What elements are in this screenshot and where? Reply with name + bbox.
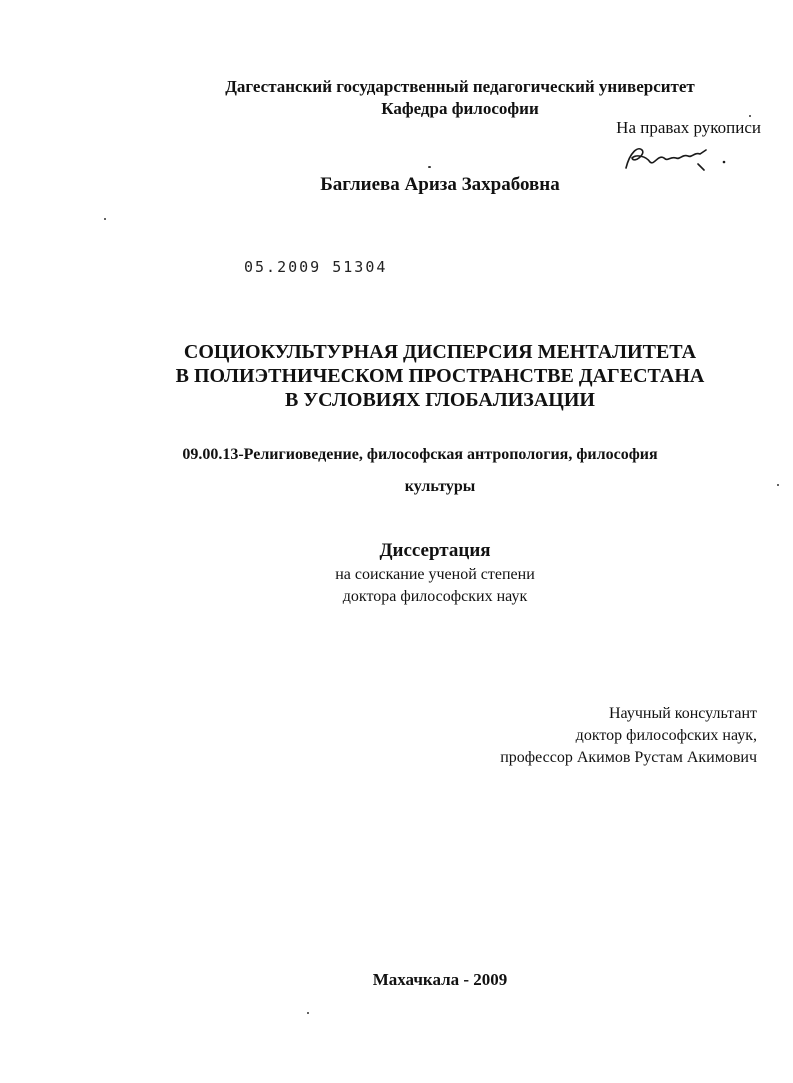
- scan-speck: [428, 166, 431, 168]
- consultant-name: профессор Акимов Рустам Акимович: [500, 749, 757, 766]
- scan-speck: [104, 218, 106, 220]
- title-line-1: СОЦИОКУЛЬТУРНАЯ ДИСПЕРСИЯ МЕНТАЛИТЕТА: [183, 341, 697, 363]
- manuscript-rights: На правах рукописи: [616, 118, 761, 137]
- institution-block: [40, 76, 793, 120]
- degree-line-1: на соискание ученой степени: [335, 566, 535, 583]
- scan-speck: [749, 115, 751, 117]
- dissertation-title: [40, 340, 793, 412]
- consultant-degree: доктор философских наук,: [575, 727, 757, 744]
- scan-speck: [777, 484, 779, 486]
- dissertation-label: Диссертация: [379, 540, 491, 561]
- handwritten-signature: [620, 140, 730, 176]
- author-name: Баглиева Ариза Захрабовна: [320, 174, 560, 195]
- scan-speck: [307, 1012, 309, 1014]
- specialty-line-2: культуры: [404, 478, 476, 495]
- consultant-block: [500, 703, 757, 769]
- registration-stamp: 05.2009 51304: [244, 258, 388, 276]
- title-line-2: В ПОЛИЭТНИЧЕСКОМ ПРОСТРАНСТВЕ ДАГЕСТАНА: [175, 365, 705, 387]
- consultant-role: Научный консультант: [609, 705, 757, 722]
- degree-line-2: доктора философских наук: [342, 588, 528, 605]
- university-name: Дагестанский государственный педагогический университет: [225, 77, 695, 96]
- specialty-line-1: 09.00.13-Религиоведение, философская антропология, философия: [182, 446, 658, 463]
- title-line-3: В УСЛОВИЯХ ГЛОБАЛИЗАЦИИ: [285, 389, 595, 411]
- department-name: Кафедра философии: [381, 99, 539, 118]
- degree-block: [40, 564, 793, 608]
- city-year: Махачкала - 2009: [372, 970, 508, 989]
